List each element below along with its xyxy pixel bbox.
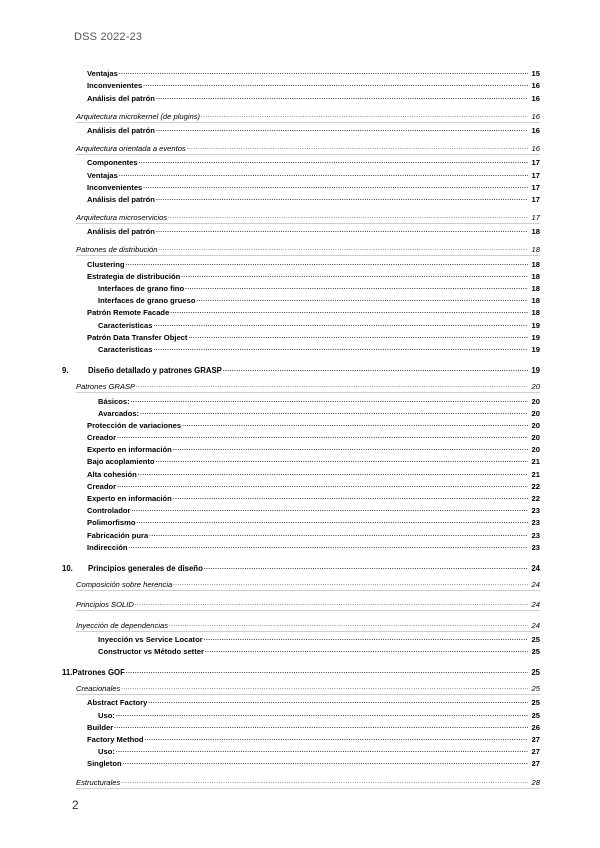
toc-entry-page: 22 xyxy=(531,481,540,491)
toc-entry-title xyxy=(87,69,118,78)
toc-entry[interactable] xyxy=(62,744,540,756)
toc-entry-page: 16 xyxy=(531,93,540,103)
toc-entry-text: Análisis del patrón xyxy=(87,194,155,204)
toc-entry-page: 25 xyxy=(531,684,540,694)
toc-entry[interactable] xyxy=(62,256,540,268)
toc-entry-page: 19 xyxy=(531,366,540,376)
toc-entry-text: Ventajas xyxy=(87,69,118,79)
toc-entry-text: Indirección xyxy=(87,542,128,552)
toc-entry-page: 24 xyxy=(531,600,540,610)
toc-entry[interactable] xyxy=(62,155,540,167)
toc-entry-title xyxy=(87,735,144,744)
toc-entry[interactable] xyxy=(62,617,540,629)
toc-entry-title xyxy=(98,345,152,354)
dot-leader xyxy=(126,668,528,677)
toc-entry-title xyxy=(87,457,155,466)
toc-entry-title xyxy=(87,531,148,540)
dot-leader xyxy=(156,195,528,204)
toc-entry-title xyxy=(87,494,172,503)
toc-entry-title xyxy=(98,409,139,418)
toc-entry-page: 16 xyxy=(531,111,540,121)
toc-entry[interactable] xyxy=(62,756,540,768)
toc-entry[interactable] xyxy=(62,695,540,707)
dot-leader xyxy=(156,457,528,466)
toc-entry-text: Estructurales xyxy=(76,777,121,787)
toc-entry-text: Interfaces de grano fino xyxy=(98,284,185,293)
toc-entry-page: 20 xyxy=(531,445,540,455)
toc-entry-text: Builder xyxy=(87,722,114,732)
toc-entry[interactable] xyxy=(62,732,540,744)
dot-leader xyxy=(158,245,528,254)
toc-entry-title xyxy=(98,635,203,644)
dot-leader xyxy=(181,272,528,281)
toc-entry-title xyxy=(87,260,125,269)
dot-leader xyxy=(188,333,528,342)
toc-entry-page: 23 xyxy=(531,518,540,528)
toc-entry-text: Uso: xyxy=(98,710,115,720)
toc-entry-text: Patrones de distribución xyxy=(76,245,158,255)
dot-leader xyxy=(137,518,528,527)
toc-entry-page: 18 xyxy=(531,259,540,269)
toc-entry-page: 19 xyxy=(531,332,540,342)
toc-entry-text: Fabricación pura xyxy=(87,530,149,540)
toc-entry[interactable] xyxy=(62,527,540,539)
toc-entry-text: Experto en información xyxy=(87,494,172,503)
toc-entry[interactable] xyxy=(62,78,540,90)
toc-entry-text: Inconvenientes xyxy=(87,182,143,192)
toc-entry-text: Protección de variaciones xyxy=(87,420,182,430)
toc-entry-title xyxy=(87,227,155,236)
toc-entry[interactable] xyxy=(62,503,540,515)
toc-entry-page: 20 xyxy=(531,433,540,443)
toc-entry[interactable] xyxy=(62,491,540,503)
toc-entry-text: Creador xyxy=(87,481,117,491)
toc-entry-title xyxy=(76,112,200,121)
toc-entry-title xyxy=(87,158,138,167)
toc-entry[interactable] xyxy=(62,281,540,293)
toc-entry[interactable] xyxy=(62,317,540,329)
divider xyxy=(76,590,540,591)
toc-entry-page: 18 xyxy=(531,245,540,255)
dot-leader xyxy=(149,531,528,540)
toc-entry-page: 19 xyxy=(531,344,540,354)
toc-entry-page: 25 xyxy=(531,710,540,720)
dot-leader xyxy=(156,227,528,236)
toc-entry-title xyxy=(76,580,172,589)
toc-entry-page: 19 xyxy=(531,320,540,330)
toc-entry-title xyxy=(87,759,122,768)
toc-entry-page: 18 xyxy=(531,284,540,293)
toc-entry-title xyxy=(87,94,155,103)
toc-entry[interactable] xyxy=(62,597,540,609)
toc-entry-page: 16 xyxy=(531,81,540,91)
toc-entry-page: 25 xyxy=(531,646,540,656)
toc-entry-page: 27 xyxy=(531,735,540,744)
dot-leader xyxy=(205,647,528,656)
dot-leader xyxy=(168,213,528,222)
toc-entry-title xyxy=(98,397,130,406)
toc-entry-text: Singleton xyxy=(87,759,122,769)
toc-entry-page: 24 xyxy=(531,563,540,573)
toc-entry-page: 17 xyxy=(531,194,540,204)
dot-leader xyxy=(223,366,528,375)
toc-entry-page: 16 xyxy=(531,144,540,154)
toc-entry-title xyxy=(87,698,147,707)
toc-entry-text: Análisis del patrón xyxy=(87,227,155,237)
toc-entry-page: 18 xyxy=(531,296,540,306)
toc-entry-page: 26 xyxy=(531,722,540,732)
toc-entry-title xyxy=(87,433,116,442)
toc-entry-page: 23 xyxy=(531,506,540,516)
toc-entry-page: 17 xyxy=(531,170,540,180)
toc-entry-page: 16 xyxy=(531,125,540,135)
dot-leader xyxy=(131,506,528,515)
toc-entry-title xyxy=(87,482,116,491)
toc-entry-text: Componentes xyxy=(87,158,138,168)
toc-entry-title xyxy=(87,543,128,552)
toc-entry[interactable] xyxy=(62,269,540,281)
toc-entry-page: 24 xyxy=(531,580,540,590)
toc-entry-text: Inyección de dependencias xyxy=(76,620,169,630)
toc-entry[interactable] xyxy=(62,210,540,222)
toc-entry[interactable] xyxy=(62,644,540,656)
dot-leader xyxy=(182,421,528,430)
toc-entry-title xyxy=(76,213,167,222)
toc-entry[interactable] xyxy=(62,293,540,305)
toc-entry[interactable] xyxy=(62,774,540,786)
toc-entry[interactable] xyxy=(62,342,540,354)
dot-leader xyxy=(156,126,528,135)
toc-entry-text: Patrones GRASP xyxy=(76,382,136,392)
toc-entry-page: 17 xyxy=(531,182,540,192)
toc-entry-text: Interfaces de grano grueso xyxy=(98,296,196,306)
toc-entry[interactable] xyxy=(62,406,540,418)
dot-leader xyxy=(153,345,528,354)
toc-entry-title xyxy=(87,171,118,180)
toc-entry-page: 18 xyxy=(531,308,540,318)
dot-leader xyxy=(126,260,528,269)
dot-leader xyxy=(143,183,528,192)
toc-entry-title xyxy=(87,723,113,732)
toc-entry-text: Patrón Data Transfer Object xyxy=(87,332,188,342)
toc-entry[interactable] xyxy=(62,540,540,552)
toc-entry[interactable] xyxy=(62,561,540,573)
toc-entry-text: Arquitectura microkernel (de plugins) xyxy=(76,111,201,121)
table-of-contents xyxy=(62,66,540,789)
toc-entry[interactable] xyxy=(62,123,540,135)
toc-entry[interactable] xyxy=(62,242,540,254)
toc-entry-page: 20 xyxy=(531,382,540,392)
dot-leader xyxy=(123,759,528,768)
dot-leader xyxy=(156,94,528,103)
dot-leader xyxy=(185,284,528,293)
toc-entry-title xyxy=(98,284,184,293)
toc-entry-text: Composición sobre herencia xyxy=(76,580,173,590)
toc-entry-title xyxy=(87,81,142,90)
toc-entry-text: Patrón Remote Facade xyxy=(87,308,170,318)
dot-leader xyxy=(138,470,528,479)
toc-entry-page: 27 xyxy=(531,747,540,757)
dot-leader xyxy=(145,735,528,744)
toc-entry-page: 24 xyxy=(531,620,540,630)
toc-entry[interactable] xyxy=(62,720,540,732)
toc-entry-text: Creacionales xyxy=(76,684,121,694)
toc-entry-page: 22 xyxy=(531,494,540,503)
dot-leader xyxy=(136,382,528,391)
dot-leader xyxy=(117,482,528,491)
toc-entry-text: Inyección vs Service Locator xyxy=(98,634,203,644)
toc-entry-text: Características xyxy=(98,320,153,330)
toc-entry-text: Principios SOLID xyxy=(76,600,134,610)
toc-entry-title xyxy=(76,144,186,153)
toc-entry-title xyxy=(76,778,120,787)
toc-entry[interactable] xyxy=(62,180,540,192)
toc-entry-text: Básicos: xyxy=(98,396,130,406)
toc-entry-text: Alta cohesión xyxy=(87,469,137,479)
page-number: 2 xyxy=(72,798,79,812)
toc-entry-page: 18 xyxy=(531,271,540,281)
toc-entry-page: 21 xyxy=(531,457,540,467)
toc-entry-text: Creador xyxy=(87,433,117,443)
toc-entry-text: Inconvenientes xyxy=(87,81,143,91)
dot-leader xyxy=(140,409,528,418)
toc-entry-page: 17 xyxy=(531,158,540,168)
toc-entry-page: 25 xyxy=(531,698,540,708)
toc-entry-title xyxy=(76,382,135,391)
toc-entry-text: Diseño detallado y patrones GRASP xyxy=(88,366,222,376)
toc-entry-title xyxy=(62,366,222,375)
toc-entry-title xyxy=(62,564,203,573)
toc-entry-title xyxy=(87,126,155,135)
toc-entry[interactable] xyxy=(62,430,540,442)
toc-entry-text: Arquitectura orientada a eventos xyxy=(76,144,186,154)
toc-entry-page: 28 xyxy=(531,777,540,787)
toc-entry-page: 25 xyxy=(531,668,540,678)
dot-leader xyxy=(169,621,528,630)
dot-leader xyxy=(129,543,528,552)
toc-entry-title xyxy=(76,600,134,609)
toc-entry[interactable] xyxy=(62,305,540,317)
toc-entry-title xyxy=(87,272,180,281)
toc-entry-title xyxy=(87,308,169,317)
dot-leader xyxy=(119,171,528,180)
toc-entry[interactable] xyxy=(62,515,540,527)
dot-leader xyxy=(116,747,528,756)
toc-entry-title xyxy=(98,711,115,720)
toc-entry-text: Principios generales de diseño xyxy=(88,563,203,573)
dot-leader xyxy=(119,69,528,78)
toc-entry-text: Estrategia de distribución xyxy=(87,271,181,281)
toc-entry[interactable] xyxy=(62,379,540,391)
dot-leader xyxy=(204,635,528,644)
toc-entry-title xyxy=(62,668,125,677)
dot-leader xyxy=(170,308,528,317)
toc-entry-title xyxy=(87,333,187,342)
dot-leader xyxy=(121,778,528,787)
toc-entry[interactable] xyxy=(62,681,540,693)
toc-entry-title xyxy=(98,296,195,305)
toc-entry-title xyxy=(87,518,136,527)
toc-entry[interactable] xyxy=(62,66,540,78)
toc-entry[interactable] xyxy=(62,577,540,589)
toc-entry-text: Polimorfismo xyxy=(87,518,136,528)
toc-entry-page: 20 xyxy=(531,396,540,406)
toc-entry-text: Avarcados: xyxy=(98,408,140,418)
toc-entry-text: Abstract Factory xyxy=(87,698,148,708)
toc-entry-text: Clustering xyxy=(87,259,125,269)
dot-leader xyxy=(201,112,528,121)
dot-leader xyxy=(204,564,528,573)
toc-entry[interactable] xyxy=(62,363,540,375)
toc-entry-text: Análisis del patrón xyxy=(87,125,155,135)
dot-leader xyxy=(131,397,528,406)
toc-entry[interactable] xyxy=(62,707,540,719)
toc-entry-number: 10. xyxy=(62,563,73,573)
toc-entry-title xyxy=(98,321,152,330)
toc-entry[interactable] xyxy=(62,167,540,179)
toc-entry-title xyxy=(87,470,137,479)
toc-entry-text: Controlador xyxy=(87,506,131,516)
toc-entry-number: 9. xyxy=(62,366,69,376)
toc-entry-page: 25 xyxy=(531,634,540,644)
toc-entry-page: 20 xyxy=(531,420,540,430)
toc-entry-page: 15 xyxy=(531,69,540,79)
dot-leader xyxy=(173,494,528,503)
dot-leader xyxy=(196,296,528,305)
dot-leader xyxy=(173,580,528,589)
divider xyxy=(76,788,540,789)
dot-leader xyxy=(114,723,528,732)
toc-entry[interactable] xyxy=(62,141,540,153)
divider xyxy=(76,610,540,611)
dot-leader xyxy=(116,711,528,720)
toc-entry[interactable] xyxy=(62,224,540,236)
toc-entry-title xyxy=(87,195,155,204)
toc-entry[interactable] xyxy=(62,330,540,342)
toc-entry-title xyxy=(76,245,157,254)
toc-entry[interactable] xyxy=(62,418,540,430)
toc-entry[interactable] xyxy=(62,393,540,405)
toc-entry-page: 23 xyxy=(531,530,540,540)
toc-entry-text: 11.Patrones GOF xyxy=(62,668,125,678)
toc-entry[interactable] xyxy=(62,479,540,491)
toc-entry[interactable] xyxy=(62,192,540,204)
running-header: DSS 2022-23 xyxy=(74,31,143,43)
dot-leader xyxy=(153,321,528,330)
dot-leader xyxy=(148,698,528,707)
toc-entry-title xyxy=(87,183,142,192)
toc-entry-text: Experto en información xyxy=(87,445,172,455)
toc-entry-text: Constructor vs Método setter xyxy=(98,646,204,656)
dot-leader xyxy=(173,445,528,454)
toc-entry-page: 18 xyxy=(531,227,540,237)
toc-entry[interactable] xyxy=(62,442,540,454)
toc-entry[interactable] xyxy=(62,466,540,478)
dot-leader xyxy=(143,81,528,90)
toc-entry-page: 20 xyxy=(531,408,540,418)
toc-entry[interactable] xyxy=(62,632,540,644)
dot-leader xyxy=(135,600,528,609)
toc-entry-text: Bajo acoplamiento xyxy=(87,457,155,467)
toc-entry[interactable] xyxy=(62,665,540,677)
toc-entry-title xyxy=(87,421,181,430)
dot-leader xyxy=(139,158,528,167)
toc-entry-title xyxy=(98,747,115,756)
toc-entry-text: Características xyxy=(98,344,153,354)
toc-entry-title xyxy=(87,506,130,515)
toc-entry-title xyxy=(87,445,172,454)
toc-entry-title xyxy=(76,684,120,693)
dot-leader xyxy=(187,144,528,153)
dot-leader xyxy=(117,433,528,442)
toc-entry-page: 23 xyxy=(531,542,540,552)
toc-entry-page: 21 xyxy=(531,469,540,479)
toc-entry-title xyxy=(76,621,168,630)
dot-leader xyxy=(121,684,528,693)
toc-entry-text: Factory Method xyxy=(87,735,144,744)
toc-entry-text: Análisis del patrón xyxy=(87,93,155,103)
toc-entry-page: 17 xyxy=(531,213,540,223)
toc-entry-text: Uso: xyxy=(98,747,115,757)
toc-entry[interactable] xyxy=(62,454,540,466)
toc-entry-text: Arquitectura microservicios xyxy=(76,213,168,223)
toc-entry-page: 27 xyxy=(531,759,540,769)
toc-entry-text: Ventajas xyxy=(87,170,118,180)
toc-entry-title xyxy=(98,647,204,656)
toc-entry[interactable] xyxy=(62,90,540,102)
toc-entry[interactable] xyxy=(62,109,540,121)
